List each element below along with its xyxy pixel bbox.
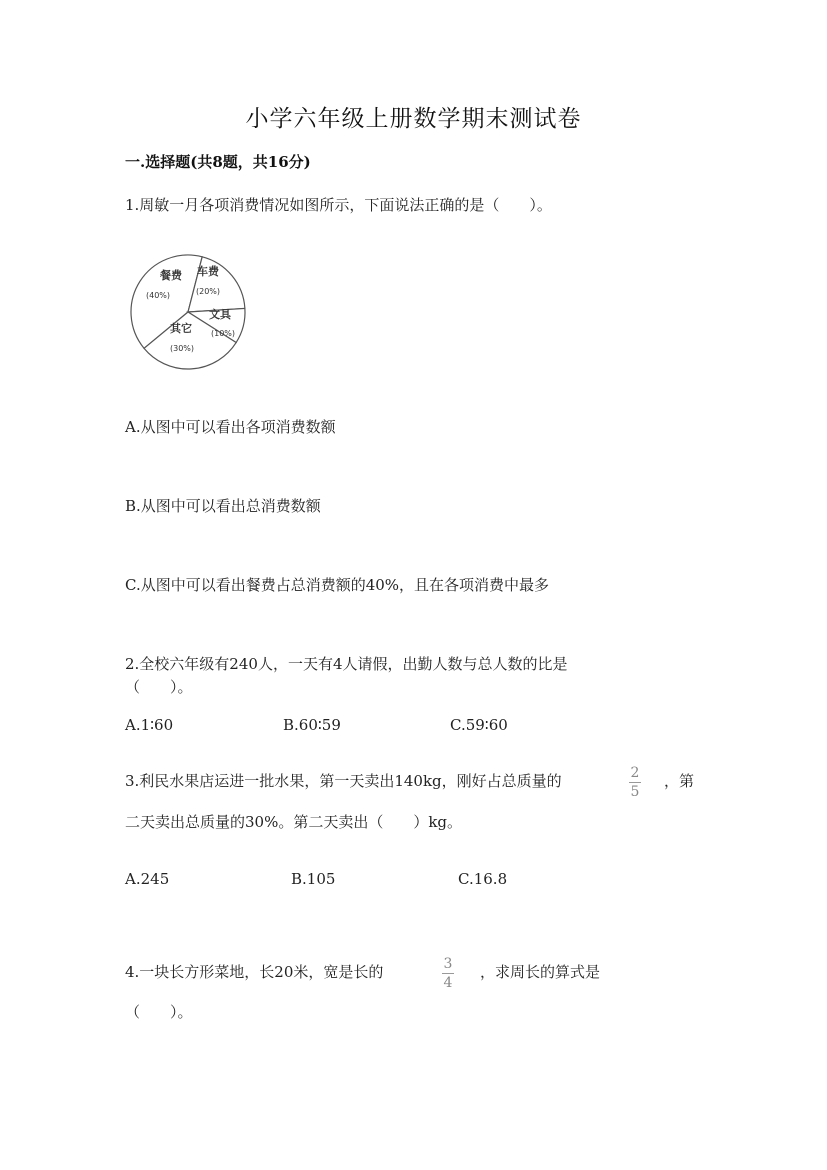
question-3-option-b[interactable]: B.105 [291,870,336,888]
question-1-option-b[interactable]: B.从图中可以看出总消费数额 [125,497,321,515]
pie-slice-percent: (20%) [195,287,221,296]
pie-slice-label: 文具 [209,308,231,321]
pie-slice-percent: (30%) [169,344,195,353]
question-3-option-c[interactable]: C.16.8 [458,870,508,888]
fraction-denominator: 5 [630,784,640,800]
question-1-stem: 1.周敏一月各项消费情况如图所示，下面说法正确的是（ ）。 [125,196,552,214]
question-3-stem-line1a: 3.利民水果店运进一批水果，第一天卖出140kg，刚好占总质量的 [125,772,562,790]
question-4-stem-line2: （ ）。 [125,1003,193,1021]
fraction-bar [442,973,454,974]
question-2-stem-line1: 2.全校六年级有240人，一天有4人请假，出勤人数与总人数的比是 [125,655,568,673]
section-heading: 一.选择题(共8题，共16分) [125,153,311,171]
question-3-option-a[interactable]: A.245 [125,870,170,888]
fraction-bar [629,782,641,783]
question-3-stem-line1b: ，第 [664,772,695,790]
fraction-numerator: 3 [443,956,453,972]
pie-slice-percent: (40%) [145,291,171,300]
question-4-fraction [441,956,455,991]
question-2-option-b[interactable]: B.60∶59 [283,716,341,734]
page-title: 小学六年级上册数学期末测试卷 [245,106,582,132]
question-1-option-c[interactable]: C.从图中可以看出餐费占总消费额的40%，且在各项消费中最多 [125,576,550,594]
pie-slice-percent: (10%) [210,329,236,338]
pie-slice-label: 其它 [170,322,192,335]
question-2-option-c[interactable]: C.59∶60 [450,716,508,734]
question-1-option-a[interactable]: A.从图中可以看出各项消费数额 [125,418,336,436]
question-4-stem-line1b: ，求周长的算式是 [480,963,601,981]
question-3-stem-line2: 二天卖出总质量的30%。第二天卖出（ ）kg。 [125,813,463,831]
pie-slice-label: 车费 [197,265,219,278]
fraction-denominator: 4 [443,975,453,991]
question-2-stem-line2: （ ）。 [125,678,193,696]
question-2-option-a[interactable]: A.1∶60 [125,716,174,734]
pie-slice-label: 餐费 [160,269,182,282]
fraction-numerator: 2 [630,765,640,781]
question-4-stem-line1a: 4.一块长方形菜地，长20米，宽是长的 [125,963,384,981]
expense-pie-chart [127,254,251,374]
question-3-fraction [628,765,642,800]
